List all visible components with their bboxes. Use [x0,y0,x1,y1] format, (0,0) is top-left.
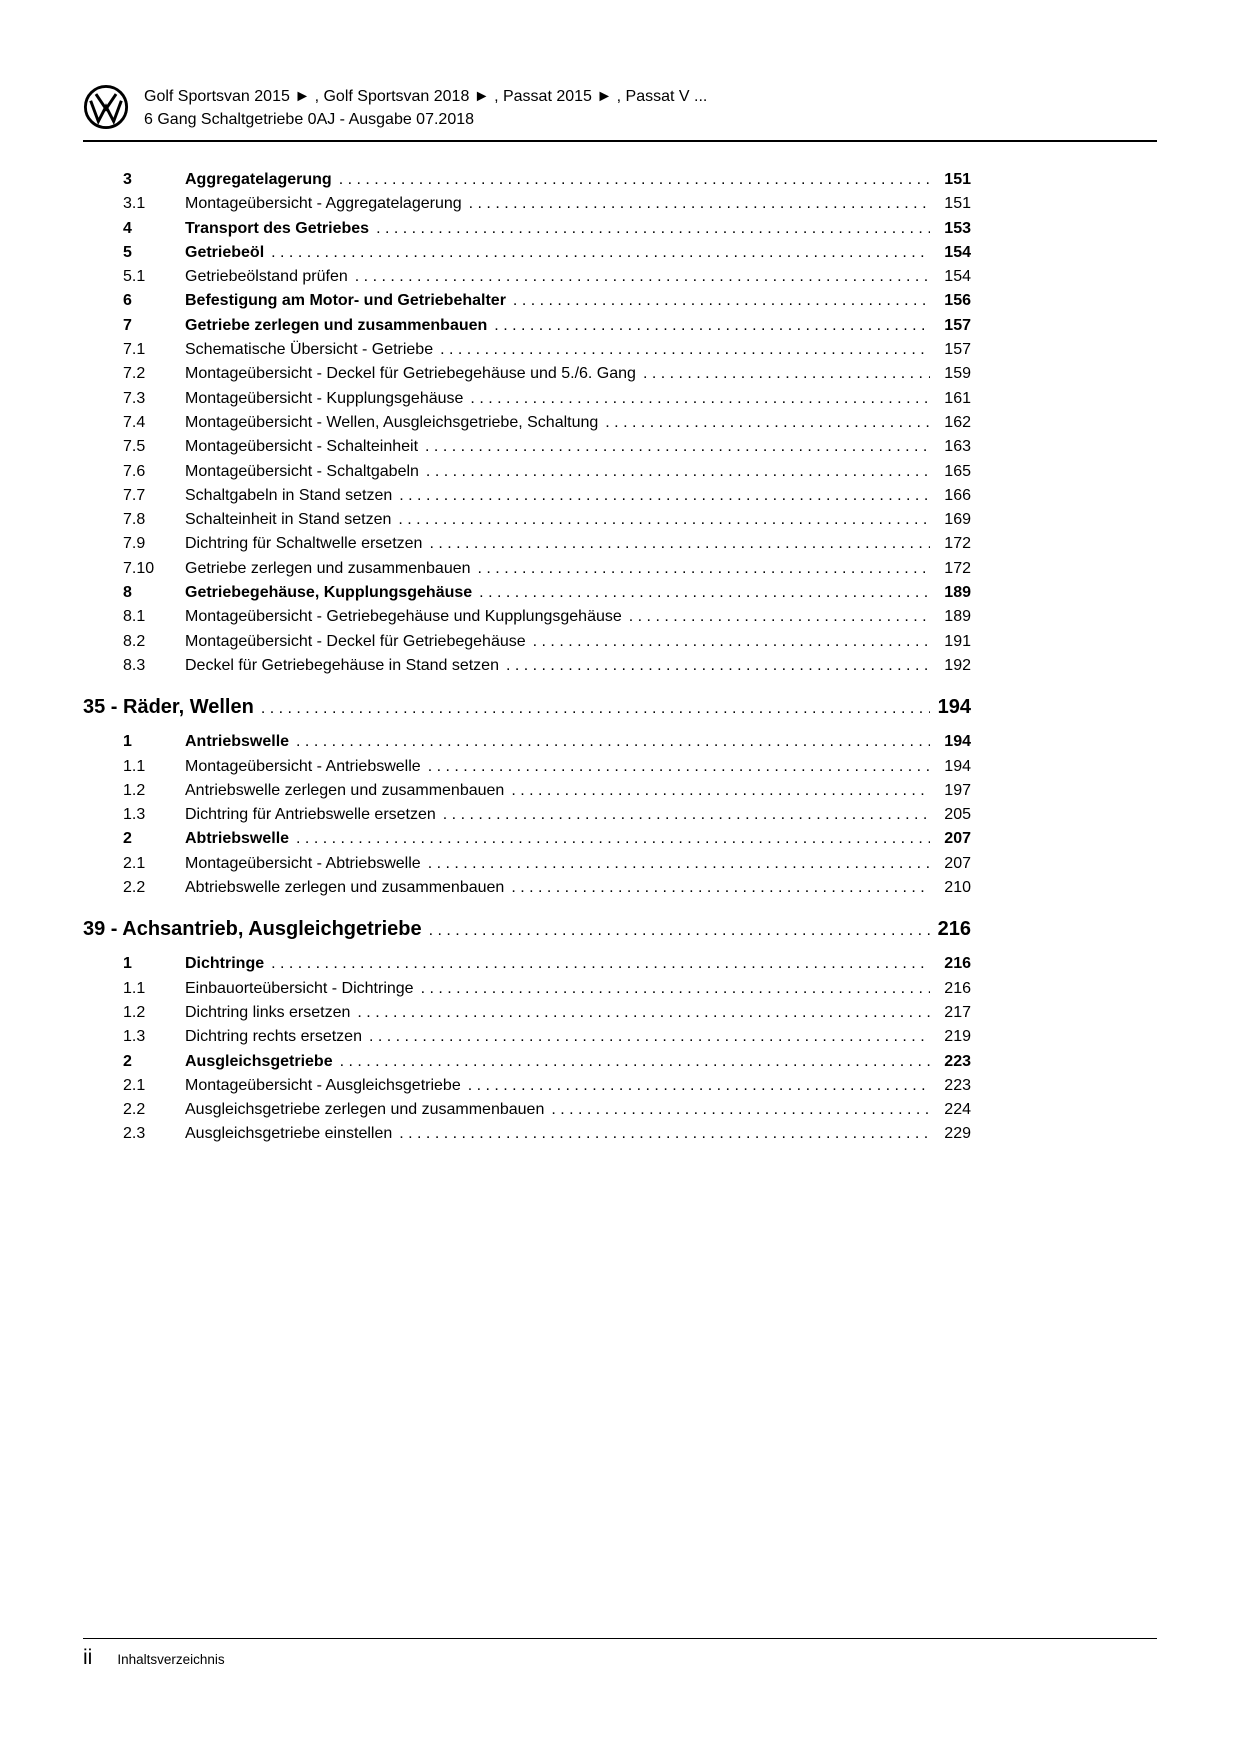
entry-page-number: 189 [944,608,971,626]
entry-page-number: 207 [944,830,971,848]
toc-entry[interactable] [83,977,971,1001]
entry-page-number: 162 [944,413,971,431]
entry-title: Getriebeölstand prüfen [185,268,348,286]
toc-entry[interactable] [83,338,971,362]
entry-number: 1.1 [123,979,146,997]
entry-page-number: 157 [944,316,971,334]
toc-entry[interactable] [83,289,971,313]
entry-number: 2.1 [123,854,146,872]
toc-entry[interactable] [83,484,971,508]
entry-title: Getriebe zerlegen und zusammenbauen [185,316,488,334]
toc-entry[interactable] [83,460,971,484]
dot-leader [511,876,930,900]
entry-title: Montageübersicht - Schaltgabeln [185,462,419,480]
dot-leader [479,581,930,605]
entry-page-number: 172 [944,535,971,553]
dot-leader [399,484,930,508]
toc-entry[interactable] [83,168,971,192]
entry-title: Ausgleichsgetriebe zerlegen und zusammenbauen [185,1101,545,1119]
toc-entry[interactable] [83,192,971,216]
entry-title: Montageübersicht - Getriebegehäuse und Kupplungsgehäuse [185,608,622,626]
entry-number: 3 [123,171,132,188]
dot-leader [629,605,930,629]
dot-leader [506,654,930,678]
toc-entry[interactable] [83,411,971,435]
entry-title: Befestigung am Motor- und Getriebehalter [185,292,506,310]
dot-leader [440,338,930,362]
toc-entry[interactable] [83,779,971,803]
chapter-title: 39 - Achsantrieb, Ausgleichgetriebe [83,918,422,941]
dot-leader [513,289,930,313]
header-text [144,84,707,131]
entry-page-number: 154 [944,243,971,261]
entry-page-number: 166 [944,486,971,504]
entry-title: Montageübersicht - Deckel für Getriebegehäuse [185,632,526,650]
toc-entry[interactable] [83,654,971,678]
toc-section [83,168,971,678]
entry-number: 7.9 [123,535,146,553]
toc-entry[interactable] [83,755,971,779]
entry-number: 8.3 [123,656,146,674]
header-divider [83,140,1157,142]
entry-number: 2 [123,830,132,848]
entry-title: Einbauorteübersicht - Dichtringe [185,979,414,997]
entry-page-number: 217 [944,1003,971,1021]
toc-entry[interactable] [83,630,971,654]
entry-title: Dichtring für Antriebswelle ersetzen [185,806,436,824]
dot-leader [425,435,930,459]
dot-leader [271,952,930,976]
entry-page-number: 165 [944,462,971,480]
chapter-page-number: 216 [937,918,971,941]
entry-title: Schalteinheit in Stand setzen [185,511,392,529]
entry-page-number: 161 [944,389,971,407]
dot-leader [261,694,930,724]
toc-entry[interactable] [83,952,971,976]
toc-entry[interactable] [83,605,971,629]
entry-number: 5.1 [123,268,146,286]
entry-title: Antriebswelle zerlegen und zusammenbauen [185,781,505,799]
entry-number: 1 [123,955,132,973]
entry-number: 2.3 [123,1125,146,1143]
entry-number: 7.5 [123,438,146,456]
toc-entry[interactable] [83,241,971,265]
toc-entry[interactable] [83,265,971,289]
toc-entry[interactable] [83,730,971,754]
chapter-heading[interactable] [83,692,971,724]
entry-title: Abtriebswelle [185,830,290,848]
entry-title: Schaltgabeln in Stand setzen [185,486,393,504]
entry-page-number: 153 [944,219,971,237]
toc-entry[interactable] [83,1025,971,1049]
entry-page-number: 189 [944,584,971,602]
entry-number: 7.10 [123,559,155,577]
entry-page-number: 194 [944,757,971,775]
entry-title: Ausgleichsgetriebe [185,1052,333,1070]
entry-page-number: 207 [944,854,971,872]
entry-title: Montageübersicht - Kupplungsgehäuse [185,389,464,407]
entry-number: 8.1 [123,608,146,626]
entry-page-number: 216 [944,979,971,997]
entry-number: 7.2 [123,365,146,383]
entry-page-number: 157 [944,341,971,359]
entry-page-number: 151 [944,195,971,213]
entry-page-number: 194 [944,733,971,751]
page-header [83,84,1157,131]
toc-entry[interactable] [83,803,971,827]
dot-leader [605,411,930,435]
dot-leader [429,532,930,556]
dot-leader [468,1074,930,1098]
entry-title: Getriebe zerlegen und zusammenbauen [185,559,471,577]
entry-title: Dichtring links ersetzen [185,1003,351,1021]
entry-page-number: 216 [944,955,971,973]
entry-number: 7.8 [123,511,146,529]
dot-leader [470,387,930,411]
entry-number: 8 [123,584,132,602]
toc-entry[interactable] [83,581,971,605]
dot-leader [376,217,930,241]
toc-entry[interactable] [83,1074,971,1098]
chapter-heading[interactable] [83,914,971,946]
dot-leader [643,362,930,386]
entry-title: Montageübersicht - Wellen, Ausgleichsgetriebe, Schaltung [185,413,599,431]
entry-number: 8.2 [123,632,146,650]
footer-page-number: ii [83,1646,93,1669]
toc-entry[interactable] [83,1001,971,1025]
toc-section [83,692,971,900]
entry-number: 1.3 [123,806,146,824]
entry-number: 1.2 [123,1003,146,1021]
toc-entry[interactable] [83,314,971,338]
toc-entry[interactable] [83,557,971,581]
toc-entry[interactable] [83,362,971,386]
entry-number: 7.6 [123,462,146,480]
entry-number: 3.1 [123,195,146,213]
entry-page-number: 210 [944,879,971,897]
entry-page-number: 154 [944,268,971,286]
entry-page-number: 223 [944,1052,971,1070]
entry-title: Montageübersicht - Aggregatelagerung [185,195,462,213]
entry-title: Abtriebswelle zerlegen und zusammenbauen [185,879,505,897]
dot-leader [533,630,930,654]
dot-leader [478,557,930,581]
toc-entry[interactable] [83,435,971,459]
toc-entry[interactable] [83,827,971,851]
entry-number: 7.7 [123,486,146,504]
entry-title: Dichtring für Schaltwelle ersetzen [185,535,423,553]
entry-page-number: 191 [944,632,971,650]
dot-leader [443,803,930,827]
entry-title: Montageübersicht - Schalteinheit [185,438,419,456]
entry-number: 2.2 [123,879,146,897]
toc-section [83,914,971,1146]
entry-number: 5 [123,243,132,261]
dot-leader [357,1001,930,1025]
footer-text [83,1646,1157,1670]
dot-leader [511,779,930,803]
entry-page-number: 205 [944,806,971,824]
toc-entry[interactable] [83,1122,971,1146]
dot-leader [340,1050,930,1074]
dot-leader [296,827,930,851]
entry-page-number: 159 [944,365,971,383]
page-footer [83,1638,1157,1670]
dot-leader [399,1122,930,1146]
entry-page-number: 163 [944,438,971,456]
chapter-page-number: 194 [937,696,971,719]
entry-number: 7 [123,316,132,334]
vw-logo-icon [83,84,129,130]
entry-page-number: 229 [944,1125,971,1143]
entry-page-number: 192 [944,656,971,674]
entry-page-number: 223 [944,1076,971,1094]
entry-title: Transport des Getriebes [185,219,370,237]
dot-leader [428,755,930,779]
dot-leader [296,730,930,754]
entry-title: Schematische Übersicht - Getriebe [185,341,434,359]
entry-page-number: 224 [944,1101,971,1119]
header-edition-line: 6 Gang Schaltgetriebe 0AJ - Ausgabe 07.2018 [144,111,475,128]
entry-title: Montageübersicht - Deckel für Getriebegehäuse und 5./6. Gang [185,365,636,383]
entry-number: 7.3 [123,389,146,407]
entry-title: Montageübersicht - Ausgleichsgetriebe [185,1076,461,1094]
dot-leader [469,192,930,216]
entry-number: 7.1 [123,341,146,359]
toc-entry[interactable] [83,1050,971,1074]
dot-leader [551,1098,930,1122]
entry-number: 6 [123,292,132,310]
dot-leader [398,508,930,532]
entry-title: Montageübersicht - Abtriebswelle [185,854,421,872]
entry-title: Ausgleichsgetriebe einstellen [185,1125,393,1143]
entry-title: Aggregatelagerung [185,171,332,188]
dot-leader [494,314,930,338]
entry-number: 1.3 [123,1028,146,1046]
entry-number: 2 [123,1052,132,1070]
entry-number: 1 [123,733,132,751]
dot-leader [421,977,930,1001]
chapter-title: 35 - Räder, Wellen [83,696,254,719]
toc-entry[interactable] [83,532,971,556]
toc-entry[interactable] [83,387,971,411]
dot-leader [369,1025,930,1049]
dot-leader [429,916,930,946]
toc-entry[interactable] [83,1098,971,1122]
entry-page-number: 169 [944,511,971,529]
dot-leader [428,852,930,876]
entry-title: Dichtring rechts ersetzen [185,1028,362,1046]
dot-leader [339,168,930,192]
entry-title: Dichtringe [185,955,265,973]
entry-title: Getriebegehäuse, Kupplungsgehäuse [185,584,473,602]
entry-number: 1.1 [123,757,146,775]
entry-number: 2.1 [123,1076,146,1094]
dot-leader [271,241,930,265]
entry-title: Antriebswelle [185,733,290,751]
table-of-contents [83,168,971,1147]
header-models-line: Golf Sportsvan 2015 ► , Golf Sportsvan 2018 ► , Passat 2015 ► , Passat V ... [144,88,708,105]
footer-label: Inhaltsverzeichnis [117,1652,225,1667]
entry-page-number: 172 [944,559,971,577]
entry-page-number: 151 [944,171,971,188]
footer-divider [83,1638,1157,1639]
dot-leader [355,265,930,289]
entry-title: Getriebeöl [185,243,265,261]
entry-page-number: 219 [944,1028,971,1046]
entry-number: 1.2 [123,781,146,799]
toc-entry[interactable] [83,876,971,900]
entry-title: Montageübersicht - Antriebswelle [185,757,421,775]
entry-page-number: 156 [944,292,971,310]
toc-entry[interactable] [83,217,971,241]
dot-leader [426,460,930,484]
toc-entry[interactable] [83,852,971,876]
toc-entry[interactable] [83,508,971,532]
entry-number: 2.2 [123,1101,146,1119]
entry-number: 4 [123,219,132,237]
entry-number: 7.4 [123,413,146,431]
entry-page-number: 197 [944,781,971,799]
entry-title: Deckel für Getriebegehäuse in Stand setzen [185,656,499,674]
